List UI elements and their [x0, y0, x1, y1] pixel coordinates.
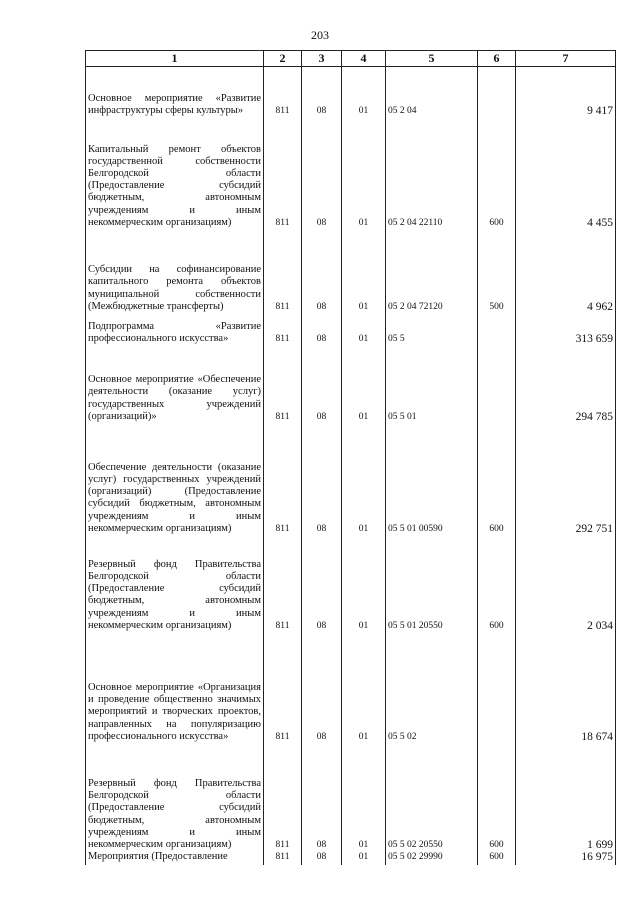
table-row: [86, 632, 616, 743]
row-subsection: 01: [342, 117, 386, 229]
row-subsection: 01: [342, 229, 386, 313]
row-section: 08: [302, 313, 342, 345]
row-target-article: 05 5 02 20550: [386, 743, 478, 851]
row-subsection: 01: [342, 67, 386, 118]
row-target-article: 05 2 04 72120: [386, 229, 478, 313]
row-amount-value: 18 674: [581, 730, 613, 743]
row-amount: [516, 229, 616, 313]
table-row: [86, 423, 616, 535]
row-target-article: 05 5 02: [386, 632, 478, 743]
row-expense-type: 600: [478, 743, 516, 851]
row-admin-code: 811: [264, 632, 302, 743]
row-subsection: 01: [342, 851, 386, 865]
row-subsection: 01: [342, 423, 386, 535]
table-row: [86, 117, 616, 229]
row-section: 08: [302, 535, 342, 632]
row-section: 08: [302, 743, 342, 851]
row-amount-value: 9 417: [587, 104, 613, 117]
page-number: 203: [311, 28, 329, 42]
row-admin-code: 811: [264, 345, 302, 423]
row-admin-code: 811: [264, 117, 302, 229]
table-row: [86, 743, 616, 851]
row-name: Основное мероприятие «Организация и проведение общественно значимых мероприятий и творческих проектов, направленных на популяризацию профессионального искусства»: [86, 632, 264, 743]
row-name: Резервный фонд Правительства Белгородской области (Предоставление субсидий бюджетным, автономным учреждениям и иным некоммерческим организациям): [86, 535, 264, 632]
row-admin-code: 811: [264, 423, 302, 535]
budget-table: [85, 50, 616, 865]
col-header-3: 3: [302, 51, 342, 67]
row-amount-value: 16 975: [581, 851, 613, 864]
row-section: 08: [302, 851, 342, 865]
row-target-article: 05 2 04 22110: [386, 117, 478, 229]
row-amount: [516, 423, 616, 535]
row-subsection: 01: [342, 632, 386, 743]
row-section: 08: [302, 632, 342, 743]
row-section: 08: [302, 67, 342, 118]
row-amount: [516, 851, 616, 865]
row-admin-code: 811: [264, 67, 302, 118]
row-name: Резервный фонд Правительства Белгородской области (Предоставление субсидий бюджетным, автономным учреждениям и иным некоммерческим организациям): [86, 743, 264, 851]
row-name: Обеспечение деятельности (оказание услуг) государственных учреждений (организаций) (Предоставление субсидий бюджетным, автономным учреждениям и иным некоммерческим организациям): [86, 423, 264, 535]
row-amount-value: 294 785: [575, 410, 613, 423]
row-amount: [516, 313, 616, 345]
row-amount-value: 4 962: [587, 300, 613, 313]
row-section: 08: [302, 423, 342, 535]
row-admin-code: 811: [264, 229, 302, 313]
row-name: Основное мероприятие «Обеспечение деятельности (оказание услуг) государственных учреждений (организаций)»: [86, 345, 264, 423]
row-expense-type: 600: [478, 851, 516, 865]
row-amount-value: 2 034: [587, 619, 613, 632]
row-section: 08: [302, 117, 342, 229]
row-section: 08: [302, 229, 342, 313]
row-expense-type: [478, 632, 516, 743]
row-target-article: 05 2 04: [386, 67, 478, 118]
row-subsection: 01: [342, 313, 386, 345]
row-admin-code: 811: [264, 851, 302, 865]
row-amount-value: 1 699: [587, 839, 613, 851]
row-expense-type: 600: [478, 117, 516, 229]
row-name: Основное мероприятие «Развитие инфраструктуры сферы культуры»: [86, 67, 264, 118]
row-subsection: 01: [342, 535, 386, 632]
col-header-4: 4: [342, 51, 386, 67]
row-amount-value: 292 751: [575, 522, 613, 535]
row-amount: [516, 345, 616, 423]
row-subsection: 01: [342, 743, 386, 851]
row-subsection: 01: [342, 345, 386, 423]
table-row: [86, 313, 616, 345]
row-expense-type: 500: [478, 229, 516, 313]
col-header-6: 6: [478, 51, 516, 67]
col-header-7: 7: [516, 51, 616, 67]
row-target-article: 05 5 02 29990: [386, 851, 478, 865]
row-amount: [516, 743, 616, 851]
col-header-5: 5: [386, 51, 478, 67]
row-name: Мероприятия (Предоставление: [86, 851, 264, 865]
table-row: [86, 67, 616, 118]
row-expense-type: 600: [478, 535, 516, 632]
row-expense-type: [478, 67, 516, 118]
table-row: [86, 851, 616, 865]
row-name: Субсидии на софинансирование капитального ремонта объектов муниципальной собственности (Межбюджетные трансферты): [86, 229, 264, 313]
row-amount-value: 4 455: [587, 216, 613, 229]
row-target-article: 05 5 01 00590: [386, 423, 478, 535]
row-expense-type: [478, 313, 516, 345]
row-admin-code: 811: [264, 535, 302, 632]
row-name: Подпрограмма «Развитие профессионального искусства»: [86, 313, 264, 345]
row-section: 08: [302, 345, 342, 423]
table-row: [86, 345, 616, 423]
row-expense-type: 600: [478, 423, 516, 535]
row-target-article: 05 5: [386, 313, 478, 345]
col-header-2: 2: [264, 51, 302, 67]
row-target-article: 05 5 01 20550: [386, 535, 478, 632]
row-expense-type: [478, 345, 516, 423]
table-row: [86, 229, 616, 313]
row-amount: [516, 67, 616, 118]
row-name: Капитальный ремонт объектов государственной собственности Белгородской области (Предоставление субсидий бюджетным, автономным учреждениям и иным некоммерческим организациям): [86, 117, 264, 229]
col-header-1: 1: [86, 51, 264, 67]
row-amount: [516, 535, 616, 632]
row-target-article: 05 5 01: [386, 345, 478, 423]
header-row: [86, 51, 616, 67]
row-amount: [516, 632, 616, 743]
table-row: [86, 535, 616, 632]
row-admin-code: 811: [264, 313, 302, 345]
row-admin-code: 811: [264, 743, 302, 851]
row-amount: [516, 117, 616, 229]
row-amount-value: 313 659: [575, 332, 613, 345]
